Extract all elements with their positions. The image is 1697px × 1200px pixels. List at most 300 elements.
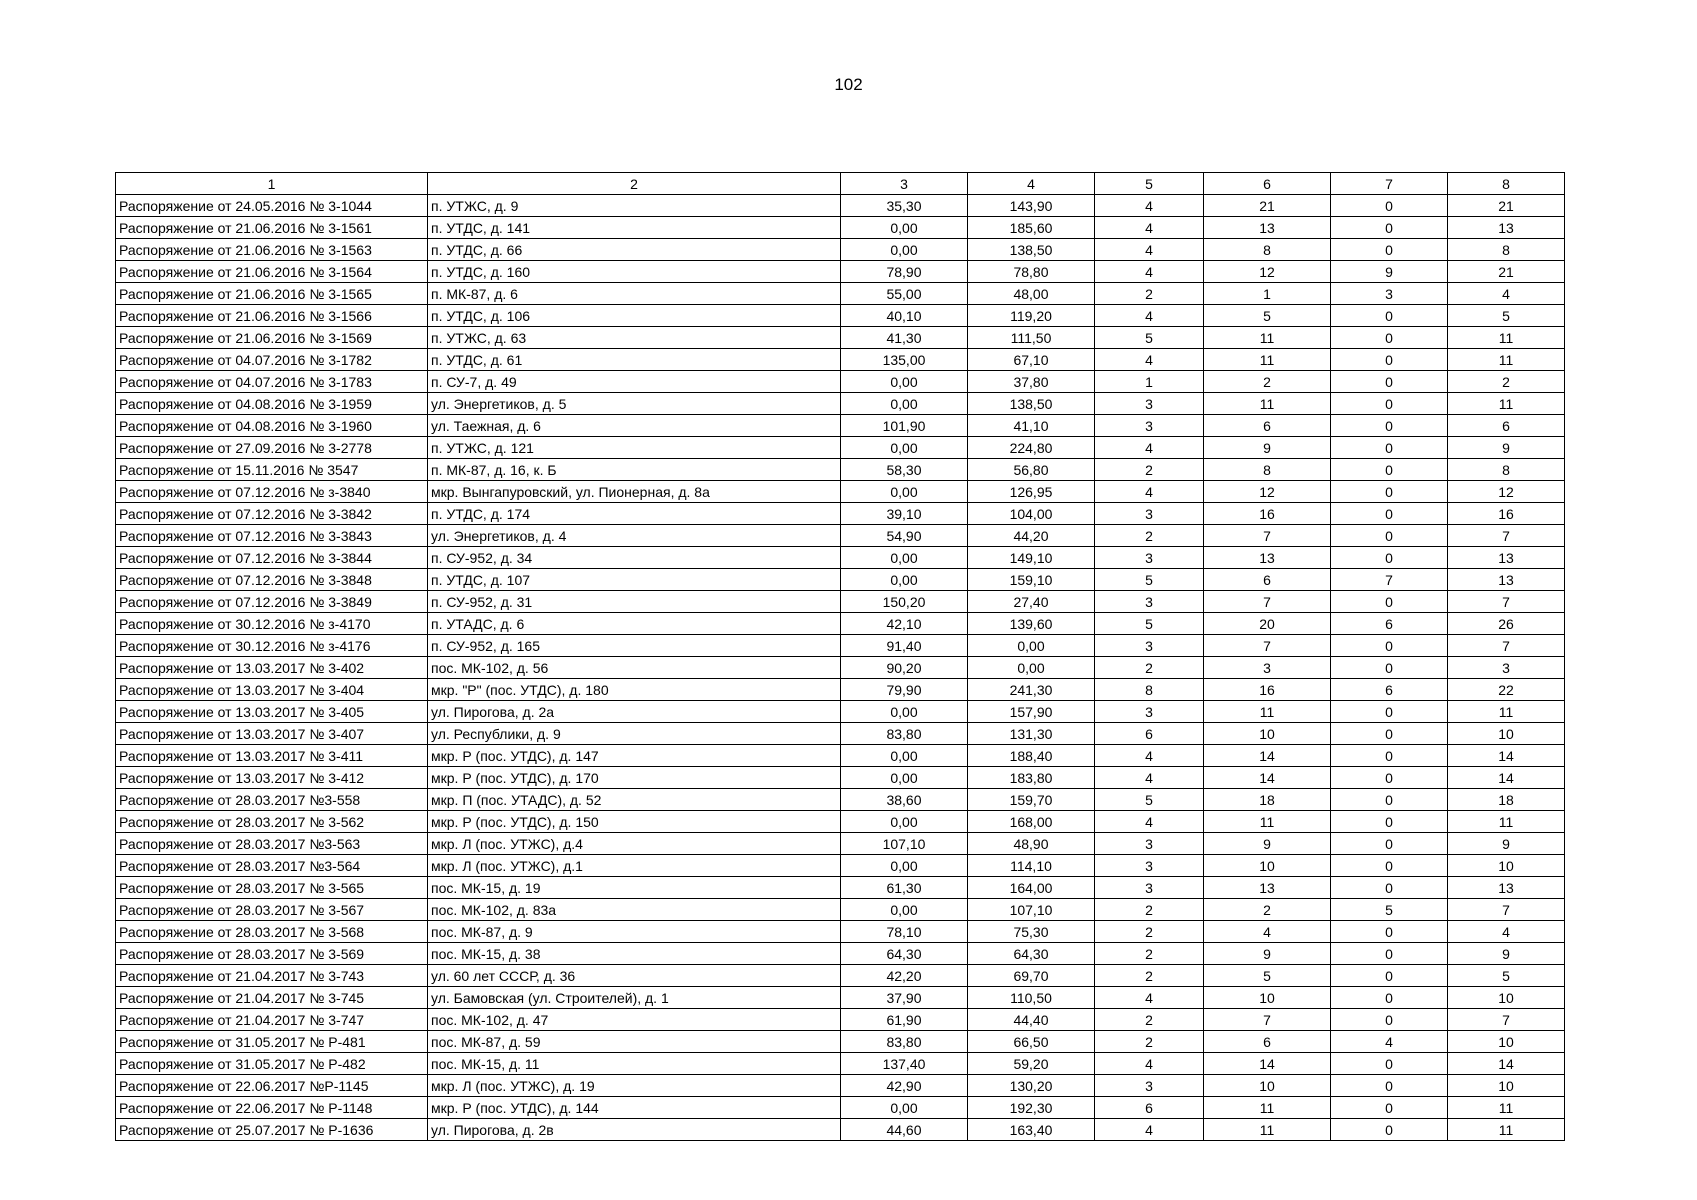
value-cell: 126,95 [968, 481, 1095, 503]
value-cell: 11 [1448, 811, 1565, 833]
value-cell: 0 [1331, 1097, 1448, 1119]
value-cell: 8 [1204, 239, 1331, 261]
document-cell: Распоряжение от 07.12.2016 № 3-3843 [116, 525, 428, 547]
value-cell: 104,00 [968, 503, 1095, 525]
value-cell: 5 [1095, 789, 1204, 811]
value-cell: 10 [1204, 723, 1331, 745]
value-cell: 0 [1331, 459, 1448, 481]
value-cell: 59,20 [968, 1053, 1095, 1075]
document-cell: Распоряжение от 21.06.2016 № 3-1569 [116, 327, 428, 349]
value-cell: 0 [1331, 217, 1448, 239]
value-cell: 168,00 [968, 811, 1095, 833]
table-row [116, 745, 1565, 767]
address-cell: п. УТДС, д. 66 [428, 239, 841, 261]
value-cell: 0 [1331, 657, 1448, 679]
value-cell: 110,50 [968, 987, 1095, 1009]
value-cell: 41,10 [968, 415, 1095, 437]
value-cell: 9 [1204, 437, 1331, 459]
value-cell: 40,10 [841, 305, 968, 327]
value-cell: 8 [1204, 459, 1331, 481]
value-cell: 5 [1095, 613, 1204, 635]
table-row [116, 965, 1565, 987]
value-cell: 188,40 [968, 745, 1095, 767]
value-cell: 3 [1095, 547, 1204, 569]
document-cell: Распоряжение от 21.04.2017 № 3-743 [116, 965, 428, 987]
value-cell: 2 [1095, 283, 1204, 305]
table-row [116, 723, 1565, 745]
table-row [116, 1009, 1565, 1031]
value-cell: 26 [1448, 613, 1565, 635]
document-cell: Распоряжение от 15.11.2016 № 3547 [116, 459, 428, 481]
value-cell: 150,20 [841, 591, 968, 613]
value-cell: 78,90 [841, 261, 968, 283]
value-cell: 0 [1331, 701, 1448, 723]
value-cell: 143,90 [968, 195, 1095, 217]
value-cell: 0,00 [841, 1097, 968, 1119]
value-cell: 0 [1331, 855, 1448, 877]
document-cell: Распоряжение от 04.08.2016 № 3-1960 [116, 415, 428, 437]
value-cell: 0 [1331, 921, 1448, 943]
address-cell: мкр. Р (пос. УТДС), д. 150 [428, 811, 841, 833]
table-row [116, 877, 1565, 899]
value-cell: 5 [1095, 327, 1204, 349]
document-cell: Распоряжение от 30.12.2016 № з-4170 [116, 613, 428, 635]
value-cell: 6 [1448, 415, 1565, 437]
value-cell: 0,00 [841, 745, 968, 767]
address-cell: пос. МК-102, д. 56 [428, 657, 841, 679]
document-cell: Распоряжение от 21.06.2016 № 3-1564 [116, 261, 428, 283]
address-cell: мкр. Л (пос. УТЖС), д.1 [428, 855, 841, 877]
value-cell: 11 [1204, 393, 1331, 415]
document-cell: Распоряжение от 07.12.2016 № 3-3842 [116, 503, 428, 525]
table-row [116, 327, 1565, 349]
table-row [116, 987, 1565, 1009]
address-cell: п. УТДС, д. 61 [428, 349, 841, 371]
value-cell: 4 [1095, 217, 1204, 239]
value-cell: 7 [1204, 1009, 1331, 1031]
table-row [116, 349, 1565, 371]
column-header: 5 [1095, 173, 1204, 195]
value-cell: 0,00 [841, 899, 968, 921]
value-cell: 11 [1204, 327, 1331, 349]
table-row [116, 613, 1565, 635]
value-cell: 0 [1331, 547, 1448, 569]
document-cell: Распоряжение от 24.05.2016 № 3-1044 [116, 195, 428, 217]
value-cell: 3 [1095, 1075, 1204, 1097]
table-row [116, 503, 1565, 525]
value-cell: 11 [1204, 1097, 1331, 1119]
value-cell: 90,20 [841, 657, 968, 679]
value-cell: 4 [1095, 745, 1204, 767]
value-cell: 22 [1448, 679, 1565, 701]
value-cell: 119,20 [968, 305, 1095, 327]
value-cell: 91,40 [841, 635, 968, 657]
value-cell: 0,00 [841, 437, 968, 459]
value-cell: 0,00 [841, 569, 968, 591]
value-cell: 4 [1095, 437, 1204, 459]
address-cell: мкр. Л (пос. УТЖС), д.4 [428, 833, 841, 855]
address-cell: п. УТДС, д. 160 [428, 261, 841, 283]
value-cell: 16 [1204, 503, 1331, 525]
value-cell: 21 [1448, 261, 1565, 283]
table-row [116, 899, 1565, 921]
value-cell: 0,00 [841, 217, 968, 239]
address-cell: мкр. Р (пос. УТДС), д. 147 [428, 745, 841, 767]
value-cell: 0,00 [841, 371, 968, 393]
document-cell: Распоряжение от 28.03.2017 №3-563 [116, 833, 428, 855]
value-cell: 27,40 [968, 591, 1095, 613]
value-cell: 10 [1448, 855, 1565, 877]
value-cell: 8 [1448, 239, 1565, 261]
value-cell: 7 [1448, 525, 1565, 547]
value-cell: 0 [1331, 525, 1448, 547]
document-cell: Распоряжение от 13.03.2017 № 3-412 [116, 767, 428, 789]
value-cell: 241,30 [968, 679, 1095, 701]
document-cell: Распоряжение от 07.12.2016 № 3-3848 [116, 569, 428, 591]
value-cell: 11 [1448, 1119, 1565, 1141]
value-cell: 163,40 [968, 1119, 1095, 1141]
document-cell: Распоряжение от 21.06.2016 № 3-1566 [116, 305, 428, 327]
value-cell: 0 [1331, 767, 1448, 789]
table-row [116, 833, 1565, 855]
document-cell: Распоряжение от 04.08.2016 № 3-1959 [116, 393, 428, 415]
value-cell: 11 [1204, 701, 1331, 723]
value-cell: 4 [1095, 195, 1204, 217]
document-cell: Распоряжение от 25.07.2017 № Р-1636 [116, 1119, 428, 1141]
value-cell: 224,80 [968, 437, 1095, 459]
value-cell: 69,70 [968, 965, 1095, 987]
value-cell: 0 [1331, 943, 1448, 965]
value-cell: 12 [1204, 261, 1331, 283]
value-cell: 4 [1095, 1119, 1204, 1141]
value-cell: 0 [1331, 987, 1448, 1009]
value-cell: 2 [1204, 371, 1331, 393]
value-cell: 0 [1331, 811, 1448, 833]
value-cell: 4 [1095, 481, 1204, 503]
document-cell: Распоряжение от 13.03.2017 № 3-402 [116, 657, 428, 679]
table-row [116, 305, 1565, 327]
value-cell: 0 [1331, 591, 1448, 613]
value-cell: 0,00 [841, 701, 968, 723]
table-row [116, 217, 1565, 239]
value-cell: 7 [1204, 591, 1331, 613]
value-cell: 9 [1204, 943, 1331, 965]
table-row [116, 195, 1565, 217]
table-row [116, 635, 1565, 657]
value-cell: 13 [1204, 547, 1331, 569]
value-cell: 83,80 [841, 1031, 968, 1053]
value-cell: 2 [1095, 459, 1204, 481]
value-cell: 138,50 [968, 393, 1095, 415]
column-header: 2 [428, 173, 841, 195]
table-row [116, 1097, 1565, 1119]
value-cell: 12 [1204, 481, 1331, 503]
value-cell: 6 [1331, 613, 1448, 635]
value-cell: 18 [1204, 789, 1331, 811]
document-cell: Распоряжение от 28.03.2017 № 3-569 [116, 943, 428, 965]
value-cell: 0 [1331, 437, 1448, 459]
value-cell: 0 [1331, 481, 1448, 503]
value-cell: 2 [1095, 1009, 1204, 1031]
value-cell: 5 [1204, 305, 1331, 327]
value-cell: 10 [1448, 1075, 1565, 1097]
value-cell: 3 [1095, 591, 1204, 613]
value-cell: 6 [1204, 569, 1331, 591]
value-cell: 0 [1331, 1119, 1448, 1141]
value-cell: 67,10 [968, 349, 1095, 371]
value-cell: 13 [1204, 877, 1331, 899]
address-cell: мкр. Л (пос. УТЖС), д. 19 [428, 1075, 841, 1097]
document-cell: Распоряжение от 21.04.2017 № 3-747 [116, 1009, 428, 1031]
value-cell: 4 [1095, 239, 1204, 261]
table-row [116, 239, 1565, 261]
value-cell: 78,10 [841, 921, 968, 943]
table-row [116, 547, 1565, 569]
value-cell: 44,20 [968, 525, 1095, 547]
value-cell: 131,30 [968, 723, 1095, 745]
value-cell: 14 [1448, 767, 1565, 789]
address-cell: мкр. "Р" (пос. УТДС), д. 180 [428, 679, 841, 701]
value-cell: 21 [1204, 195, 1331, 217]
value-cell: 13 [1448, 877, 1565, 899]
value-cell: 7 [1448, 591, 1565, 613]
value-cell: 0,00 [968, 635, 1095, 657]
value-cell: 75,30 [968, 921, 1095, 943]
value-cell: 2 [1095, 899, 1204, 921]
address-cell: ул. Энергетиков, д. 4 [428, 525, 841, 547]
table-row [116, 393, 1565, 415]
value-cell: 13 [1204, 217, 1331, 239]
document-cell: Распоряжение от 13.03.2017 № 3-411 [116, 745, 428, 767]
address-cell: п. УТДС, д. 174 [428, 503, 841, 525]
address-cell: ул. Энергетиков, д. 5 [428, 393, 841, 415]
value-cell: 0,00 [841, 767, 968, 789]
value-cell: 2 [1095, 921, 1204, 943]
table-row [116, 591, 1565, 613]
value-cell: 107,10 [841, 833, 968, 855]
address-cell: ул. Таежная, д. 6 [428, 415, 841, 437]
value-cell: 6 [1095, 723, 1204, 745]
value-cell: 16 [1448, 503, 1565, 525]
value-cell: 11 [1204, 1119, 1331, 1141]
document-cell: Распоряжение от 27.09.2016 № 3-2778 [116, 437, 428, 459]
value-cell: 4 [1095, 1053, 1204, 1075]
value-cell: 4 [1095, 305, 1204, 327]
value-cell: 0 [1331, 1009, 1448, 1031]
address-cell: п. СУ-952, д. 34 [428, 547, 841, 569]
value-cell: 139,60 [968, 613, 1095, 635]
value-cell: 10 [1448, 723, 1565, 745]
table-row [116, 943, 1565, 965]
value-cell: 11 [1448, 701, 1565, 723]
value-cell: 11 [1204, 811, 1331, 833]
value-cell: 159,10 [968, 569, 1095, 591]
address-cell: п. УТЖС, д. 9 [428, 195, 841, 217]
table-row [116, 811, 1565, 833]
value-cell: 58,30 [841, 459, 968, 481]
value-cell: 83,80 [841, 723, 968, 745]
document-cell: Распоряжение от 28.03.2017 № 3-568 [116, 921, 428, 943]
value-cell: 37,90 [841, 987, 968, 1009]
document-cell: Распоряжение от 28.03.2017 №3-564 [116, 855, 428, 877]
document-cell: Распоряжение от 28.03.2017 №3-558 [116, 789, 428, 811]
value-cell: 0 [1331, 833, 1448, 855]
value-cell: 44,60 [841, 1119, 968, 1141]
address-cell: пос. МК-87, д. 59 [428, 1031, 841, 1053]
value-cell: 4 [1095, 811, 1204, 833]
address-cell: п. МК-87, д. 16, к. Б [428, 459, 841, 481]
column-header: 3 [841, 173, 968, 195]
value-cell: 7 [1204, 635, 1331, 657]
value-cell: 14 [1448, 1053, 1565, 1075]
document-cell: Распоряжение от 13.03.2017 № 3-407 [116, 723, 428, 745]
address-cell: мкр. Р (пос. УТДС), д. 170 [428, 767, 841, 789]
value-cell: 6 [1095, 1097, 1204, 1119]
value-cell: 0,00 [841, 239, 968, 261]
value-cell: 48,90 [968, 833, 1095, 855]
value-cell: 0 [1331, 635, 1448, 657]
value-cell: 10 [1204, 855, 1331, 877]
table-row [116, 569, 1565, 591]
value-cell: 11 [1448, 327, 1565, 349]
address-cell: п. УТДС, д. 141 [428, 217, 841, 239]
value-cell: 0 [1331, 415, 1448, 437]
value-cell: 4 [1448, 283, 1565, 305]
value-cell: 10 [1448, 1031, 1565, 1053]
value-cell: 3 [1095, 701, 1204, 723]
value-cell: 114,10 [968, 855, 1095, 877]
table-row [116, 525, 1565, 547]
value-cell: 5 [1331, 899, 1448, 921]
value-cell: 9 [1448, 437, 1565, 459]
value-cell: 0 [1331, 745, 1448, 767]
value-cell: 8 [1448, 459, 1565, 481]
value-cell: 10 [1204, 1075, 1331, 1097]
document-cell: Распоряжение от 28.03.2017 № 3-562 [116, 811, 428, 833]
column-header: 4 [968, 173, 1095, 195]
table-row [116, 855, 1565, 877]
value-cell: 13 [1448, 569, 1565, 591]
value-cell: 6 [1204, 1031, 1331, 1053]
value-cell: 0 [1331, 349, 1448, 371]
value-cell: 41,30 [841, 327, 968, 349]
value-cell: 16 [1204, 679, 1331, 701]
value-cell: 3 [1448, 657, 1565, 679]
address-cell: п. УТАДС, д. 6 [428, 613, 841, 635]
value-cell: 7 [1448, 899, 1565, 921]
value-cell: 0,00 [841, 811, 968, 833]
address-cell: пос. МК-15, д. 38 [428, 943, 841, 965]
address-cell: пос. МК-102, д. 83а [428, 899, 841, 921]
header-row [116, 173, 1565, 195]
value-cell: 0,00 [841, 393, 968, 415]
address-cell: пос. МК-15, д. 11 [428, 1053, 841, 1075]
value-cell: 137,40 [841, 1053, 968, 1075]
address-cell: мкр. Вынгапуровский, ул. Пионерная, д. 8а [428, 481, 841, 503]
value-cell: 130,20 [968, 1075, 1095, 1097]
table-row [116, 437, 1565, 459]
value-cell: 3 [1095, 503, 1204, 525]
value-cell: 1 [1095, 371, 1204, 393]
value-cell: 5 [1095, 569, 1204, 591]
value-cell: 4 [1095, 987, 1204, 1009]
value-cell: 9 [1448, 943, 1565, 965]
table-row [116, 415, 1565, 437]
value-cell: 192,30 [968, 1097, 1095, 1119]
value-cell: 164,00 [968, 877, 1095, 899]
value-cell: 4 [1095, 261, 1204, 283]
value-cell: 11 [1448, 393, 1565, 415]
value-cell: 11 [1448, 1097, 1565, 1119]
column-header: 7 [1331, 173, 1448, 195]
table-body [116, 195, 1565, 1141]
address-cell: п. СУ-952, д. 165 [428, 635, 841, 657]
value-cell: 0 [1331, 1053, 1448, 1075]
address-cell: мкр. Р (пос. УТДС), д. 144 [428, 1097, 841, 1119]
table-row [116, 767, 1565, 789]
value-cell: 3 [1095, 415, 1204, 437]
value-cell: 9 [1204, 833, 1331, 855]
value-cell: 12 [1448, 481, 1565, 503]
page-number: 102 [834, 75, 863, 94]
address-cell: ул. Пирогова, д. 2а [428, 701, 841, 723]
address-cell: п. УТДС, д. 106 [428, 305, 841, 327]
value-cell: 14 [1204, 1053, 1331, 1075]
value-cell: 42,10 [841, 613, 968, 635]
table-row [116, 481, 1565, 503]
value-cell: 14 [1204, 767, 1331, 789]
value-cell: 0 [1331, 789, 1448, 811]
value-cell: 3 [1095, 393, 1204, 415]
value-cell: 56,80 [968, 459, 1095, 481]
value-cell: 2 [1095, 965, 1204, 987]
value-cell: 5 [1204, 965, 1331, 987]
document-cell: Распоряжение от 21.06.2016 № 3-1561 [116, 217, 428, 239]
value-cell: 13 [1448, 547, 1565, 569]
value-cell: 66,50 [968, 1031, 1095, 1053]
document-cell: Распоряжение от 31.05.2017 № Р-481 [116, 1031, 428, 1053]
value-cell: 159,70 [968, 789, 1095, 811]
value-cell: 7 [1331, 569, 1448, 591]
document-cell: Распоряжение от 04.07.2016 № 3-1782 [116, 349, 428, 371]
value-cell: 2 [1095, 1031, 1204, 1053]
value-cell: 6 [1331, 679, 1448, 701]
value-cell: 42,90 [841, 1075, 968, 1097]
value-cell: 0 [1331, 393, 1448, 415]
table-row [116, 283, 1565, 305]
value-cell: 101,90 [841, 415, 968, 437]
value-cell: 0 [1331, 239, 1448, 261]
value-cell: 11 [1448, 349, 1565, 371]
value-cell: 0 [1331, 965, 1448, 987]
document-cell: Распоряжение от 22.06.2017 № Р-1148 [116, 1097, 428, 1119]
table-row [116, 789, 1565, 811]
value-cell: 64,30 [841, 943, 968, 965]
value-cell: 149,10 [968, 547, 1095, 569]
value-cell: 0 [1331, 195, 1448, 217]
address-cell: ул. Республики, д. 9 [428, 723, 841, 745]
value-cell: 38,60 [841, 789, 968, 811]
table-row [116, 1031, 1565, 1053]
value-cell: 42,20 [841, 965, 968, 987]
value-cell: 8 [1095, 679, 1204, 701]
table-row [116, 679, 1565, 701]
value-cell: 5 [1448, 965, 1565, 987]
value-cell: 9 [1448, 833, 1565, 855]
value-cell: 20 [1204, 613, 1331, 635]
value-cell: 4 [1204, 921, 1331, 943]
value-cell: 55,00 [841, 283, 968, 305]
